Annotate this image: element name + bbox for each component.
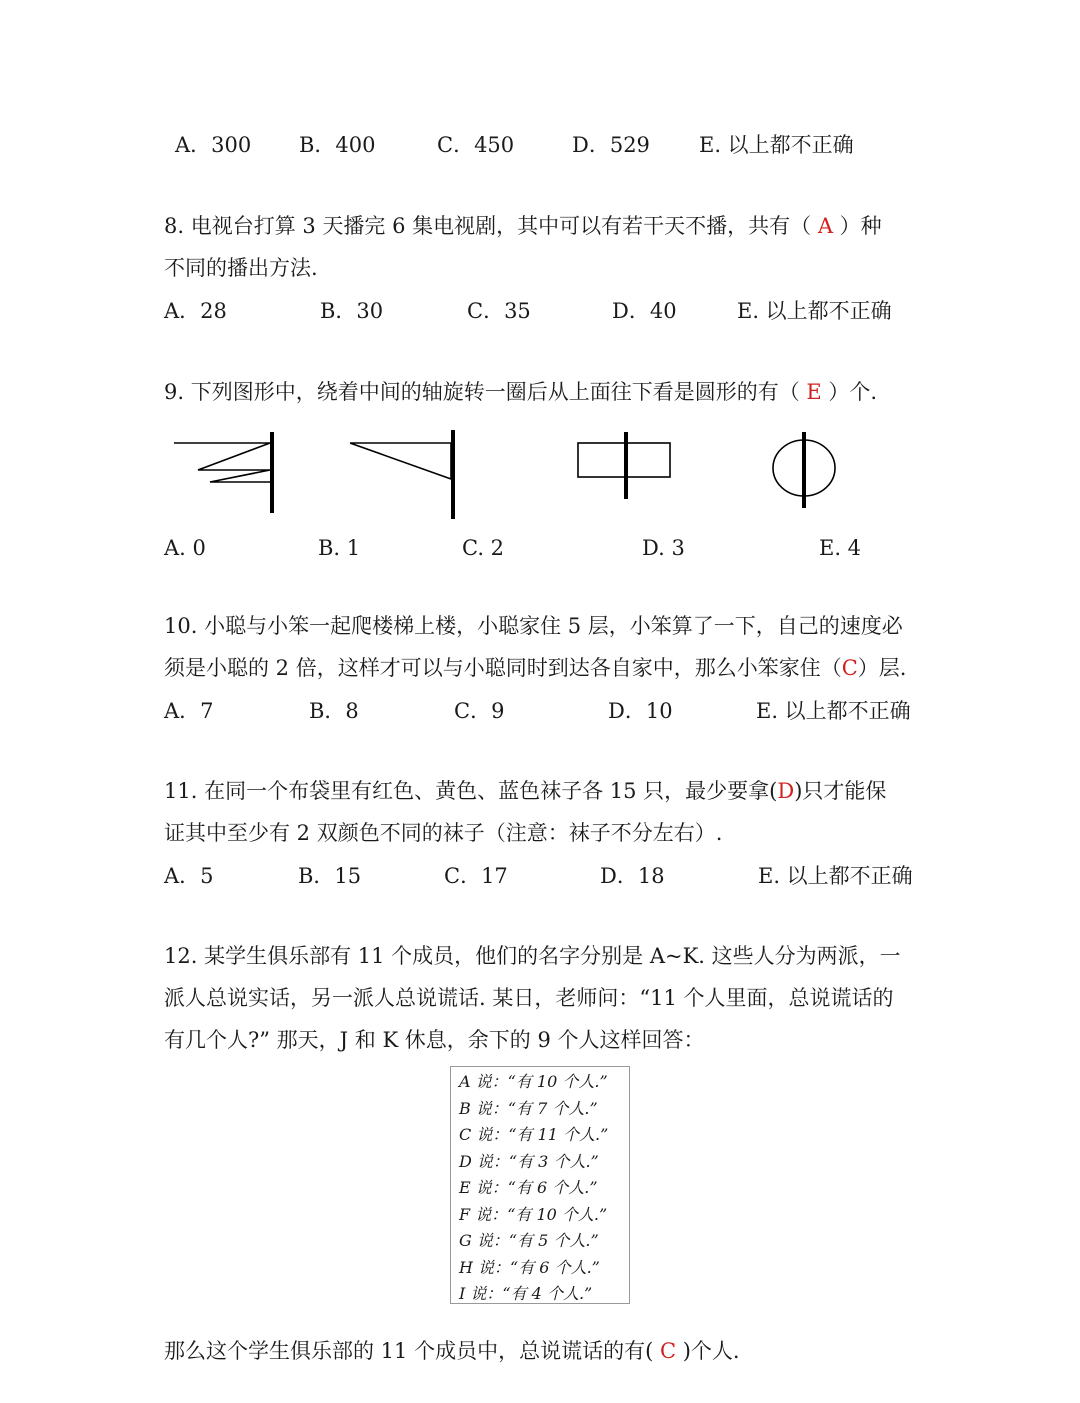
q9-line — [164, 377, 877, 407]
q11-option-a: A．5 — [164, 864, 214, 888]
q12-line-2: 派人总说实话，另一派人总说谎话. 某日，老师问：“11 个人里面，总说谎话的 — [164, 986, 894, 1010]
q10-option-c: C．9 — [454, 699, 505, 723]
statement-e: E 说：“有 6 个人.” — [459, 1178, 598, 1197]
statement-d: D 说：“有 3 个人.” — [459, 1151, 599, 1171]
statement-i: I 说：“有 4 个人.” — [459, 1284, 593, 1303]
figure-d — [773, 432, 835, 508]
statement-c: C 说：“有 11 个人.” — [459, 1125, 609, 1144]
q10-text-post: ）层. — [857, 656, 907, 680]
q7-option-d: D．529 — [572, 133, 650, 157]
q11-option-d: D．18 — [600, 864, 665, 888]
q9-option-d: D. 3 — [642, 536, 685, 560]
q12-final-line — [164, 1336, 740, 1366]
q9-option-e: E. 4 — [819, 536, 862, 560]
statement-b: B 说：“有 7 个人.” — [459, 1098, 598, 1118]
q11-option-c: C．17 — [444, 864, 508, 888]
statement-a: A 说：“有 10 个人.” — [459, 1072, 608, 1091]
q11-option-e: E. 以上都不正确 — [758, 864, 913, 888]
q12-answer: C — [659, 1339, 677, 1363]
q10-answer: C — [841, 656, 858, 680]
q10-line-2 — [164, 653, 906, 683]
q8-option-c: C．35 — [467, 299, 531, 323]
q10-line-1: 10. 小聪与小笨一起爬楼梯上楼，小聪家住 5 层，小笨算了一下，自己的速度必 — [164, 614, 903, 638]
q10-option-b: B．8 — [309, 699, 359, 723]
q8-line-2: 不同的播出方法. — [164, 256, 318, 280]
q11-answer: D — [777, 779, 795, 803]
q9-option-b: B. 1 — [318, 536, 361, 560]
q10-option-e: E. 以上都不正确 — [756, 699, 911, 723]
q8-option-a: A．28 — [164, 299, 227, 323]
q12-final-text-post: )个人. — [676, 1339, 740, 1363]
q11-line-2: 证其中至少有 2 双颜色不同的袜子（注意：袜子不分左右）. — [164, 821, 723, 845]
statement-h: H 说：“有 6 个人.” — [459, 1257, 600, 1277]
q11-line-1 — [164, 776, 886, 806]
q8-option-d: D．40 — [612, 299, 677, 323]
figure-a — [174, 432, 272, 513]
statements-box — [450, 1066, 630, 1304]
q12-final-text: 那么这个学生俱乐部的 11 个成员中，总说谎话的有( — [164, 1339, 660, 1363]
q11-text: 11. 在同一个布袋里有红色、黄色、蓝色袜子各 15 只，最少要拿( — [164, 779, 778, 803]
q10-text: 须是小聪的 2 倍，这样才可以与小聪同时到达各自家中，那么小笨家住（ — [164, 656, 842, 680]
statement-g: G 说：“有 5 个人.” — [459, 1231, 599, 1250]
q7-option-c: C．450 — [437, 133, 515, 157]
figure-b — [350, 430, 453, 519]
q10-option-d: D．10 — [608, 699, 673, 723]
q9-text: 9. 下列图形中，绕着中间的轴旋转一圈后从上面往下看是圆形的有（ — [164, 380, 807, 404]
q8-answer: A — [817, 214, 833, 238]
q8-line-1 — [164, 211, 882, 241]
q10-option-a: A．7 — [164, 699, 214, 723]
q8-option-b: B．30 — [320, 299, 384, 323]
q9-answer: E — [806, 380, 822, 404]
q7-option-a: A．300 — [175, 133, 252, 157]
q12-line-1: 12. 某学生俱乐部有 11 个成员，他们的名字分别是 A~K. 这些人分为两派，一 — [164, 944, 901, 968]
q8-text-post: ）种 — [832, 214, 882, 238]
figure-c — [578, 432, 670, 499]
q8-option-e: E. 以上都不正确 — [737, 299, 892, 323]
q11-option-b: B．15 — [298, 864, 362, 888]
q7-option-b: B．400 — [299, 133, 376, 157]
q9-option-a: A. 0 — [164, 536, 206, 560]
q9-text-post: ）个. — [821, 380, 878, 404]
q8-text: 8. 电视台打算 3 天播完 6 集电视剧，其中可以有若干天不播，共有（ — [164, 214, 818, 238]
q7-option-e: E. 以上都不正确 — [699, 133, 854, 157]
q9-figures — [160, 425, 860, 525]
statement-f: F 说：“有 10 个人.” — [459, 1204, 608, 1224]
q11-text-post: )只才能保 — [794, 779, 887, 803]
q9-option-c: C. 2 — [462, 536, 505, 560]
q12-line-3: 有几个人?” 那天，J 和 K 休息，余下的 9 个人这样回答： — [164, 1028, 705, 1052]
